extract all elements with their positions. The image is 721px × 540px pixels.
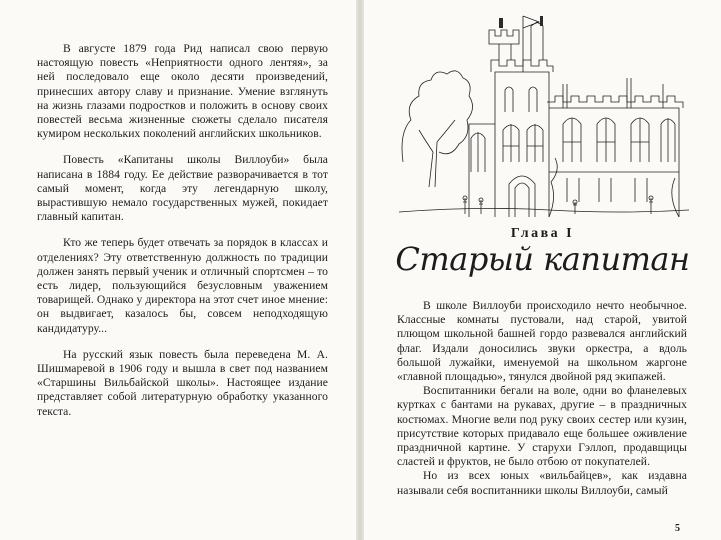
right-page-text bbox=[397, 299, 687, 498]
school-building-illustration bbox=[399, 12, 689, 217]
chapter-title: Старый капитан bbox=[395, 240, 690, 278]
right-paragraph-2: Воспитанники бегали на воле, одни во фланелевых куртках с бантами на рукавах, другие – в праздничных костюмах. Многие вели под руку своих сестер или кузин, присутствие которых придавало еще большее оживление праздничной картине. У старухи Гэллоп, продавщицы сластей и фруктов, не было отбою от покупателей. bbox=[397, 384, 687, 469]
left-paragraph-1: В августе 1879 года Рид написал свою первую настоящую повесть «Неприятности одного лентяя», за ней последовало еще около десяти произведений, принесших автору славу и признание. Умение взглянуть на жизнь глазами подростков и положить в основу своих повестей весьма жизненные сюжеты сделало писателя кумиром нескольких поколений английских школьников. bbox=[37, 42, 328, 141]
left-paragraph-4: На русский язык повесть была переведена М. А. Шишмаревой в 1906 году и вышла в свет под названием «Старшины Вильбайской школы». Настоящее издание представляет собой литературную обработку указанного текста. bbox=[37, 347, 328, 418]
chapter-label: Глава I bbox=[510, 226, 575, 241]
left-page-text bbox=[37, 42, 328, 431]
left-paragraph-3: Кто же теперь будет отвечать за порядок в классах и отделениях? Эту ответственную должность по традиции должен занять первый ученик и отличный спортсмен – то есть лидер, пользующийся безусловным уважением товарищей. Однако у директора на этот счет иное мнение: он выдвигает, казалось бы, совсем неподходящую кандидатуру... bbox=[37, 236, 328, 335]
page-number: 5 bbox=[675, 523, 680, 534]
book-gutter bbox=[356, 0, 364, 540]
left-paragraph-2: Повесть «Капитаны школы Виллоуби» была написана в 1884 году. Ее действие разворачивается в тот самый момент, когда эту легендарную школу, вырастившую немало государственных мужей, покидает главный капитан. bbox=[37, 153, 328, 224]
right-paragraph-3: Но из всех юных «вильбайцев», как издавна называли себя воспитанники школы Виллоуби, самый bbox=[397, 469, 687, 497]
right-paragraph-1: В школе Виллоуби происходило нечто необычное. Классные комнаты пустовали, над старой, увитой плющом школьной башней гордо развевался английский флаг. Издали доносились звуки оркестра, а вдоль большой лужайки, именуемой на школьном жаргоне «главной площадью», тянулся двойной ряд экипажей. bbox=[397, 299, 687, 384]
